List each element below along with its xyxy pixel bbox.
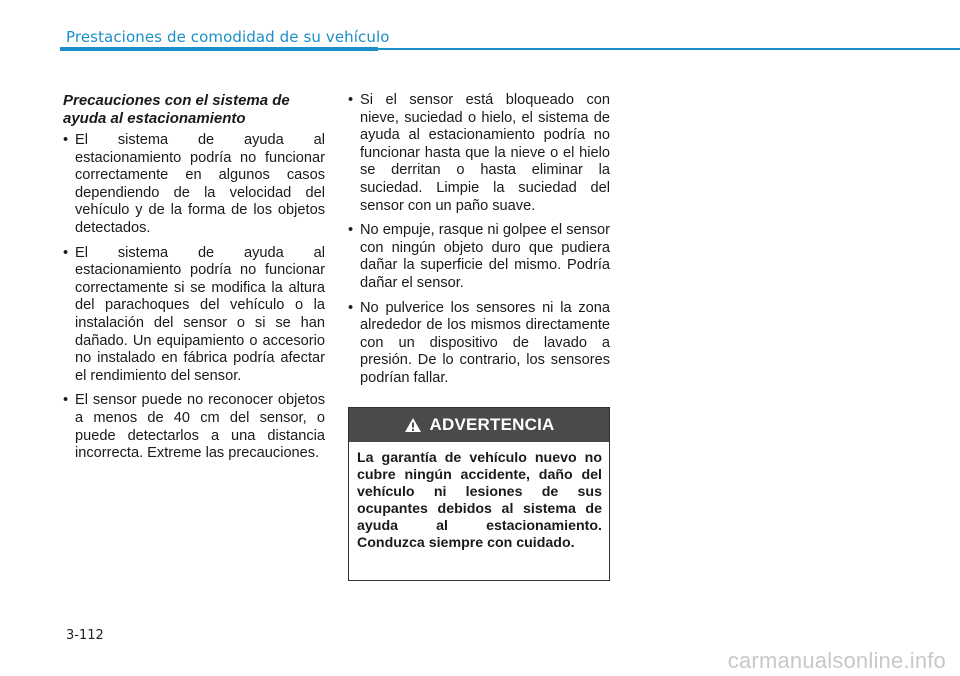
section-title-line2: ayuda al estacionamiento bbox=[63, 110, 246, 127]
warning-title: ADVERTENCIA bbox=[429, 415, 555, 434]
section-title bbox=[63, 92, 325, 128]
section-title-line1: Precauciones con el sistema de bbox=[63, 92, 290, 109]
left-column bbox=[63, 92, 325, 470]
page-number: 3-112 bbox=[66, 628, 104, 643]
bullet-item: • El sistema de ayuda al estacionamiento podría no funcionar correctamente en algunos casos dependiendo de la velocidad del vehículo y de la forma de los objetos detectados. bbox=[63, 132, 325, 238]
warning-triangle-icon bbox=[404, 417, 422, 433]
right-bullet-list bbox=[348, 92, 610, 388]
bullet-item: • Si el sensor está bloqueado con nieve, suciedad o hielo, el sistema de ayuda al estacionamiento podría no funcionar hasta que la nieve o el hielo se derritan o hasta eliminar la suciedad. Limpie la suciedad del sensor con un paño suave. bbox=[348, 92, 610, 215]
header-title: Prestaciones de comodidad de su vehículo bbox=[66, 28, 390, 46]
watermark: carmanualsonline.info bbox=[727, 648, 946, 673]
warning-box bbox=[348, 407, 610, 581]
bullet-item: • No empuje, rasque ni golpee el sensor con ningún objeto duro que pudiera dañar la superficie del mismo. Podría dañar el sensor. bbox=[348, 222, 610, 292]
header-rule-thin bbox=[378, 48, 960, 50]
right-column bbox=[348, 92, 610, 395]
warning-header bbox=[349, 408, 609, 442]
left-bullet-list bbox=[63, 132, 325, 463]
bullet-item: • El sistema de ayuda al estacionamiento podría no funcionar correctamente si se modifica la altura del parachoques del vehículo o la instalación del sensor o si se han dañado. Un equipamiento o accesorio no instalado en fábrica podría afectar el rendimiento del sensor. bbox=[63, 245, 325, 386]
page-header bbox=[0, 0, 960, 60]
bullet-item: • El sensor puede no reconocer objetos a menos de 40 cm del sensor, o puede detectarlos a una distancia incorrecta. Extreme las precauciones. bbox=[63, 392, 325, 462]
warning-body: La garantía de vehículo nuevo no cubre ningún accidente, daño del vehículo ni lesiones de sus ocupantes debidos al sistema de ayuda al estacionamiento. Conduzca siempre con cuidado. bbox=[357, 450, 602, 551]
bullet-item: • No pulverice los sensores ni la zona alrededor de los mismos directamente con un dispositivo de lavado a presión. De lo contrario, los sensores podrían fallar. bbox=[348, 300, 610, 388]
header-rule-thick bbox=[60, 47, 378, 51]
